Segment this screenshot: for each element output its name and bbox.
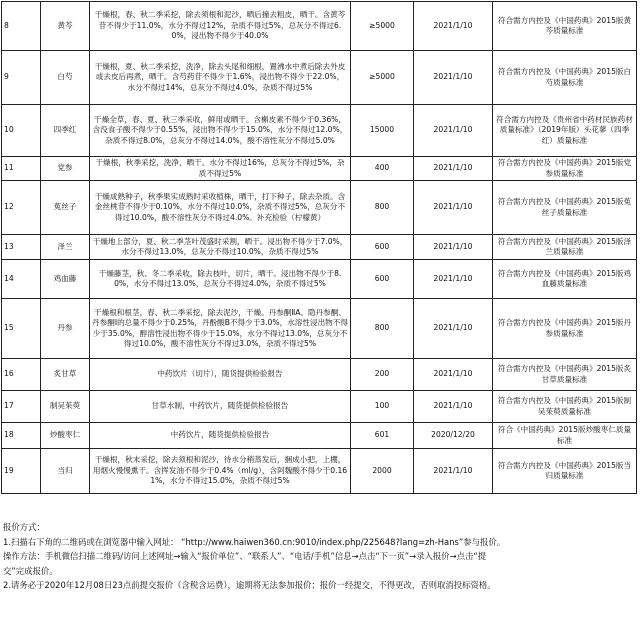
herb-name: 四季红 [41, 105, 90, 157]
specification: 干燥根，夏、秋二季采挖，洗净，除去头尾和细根，置沸水中煮后除去外皮或去皮后再煮，晒干。含芍药苷不得少于1.6%，浸出物不得少于22.0%，水分不得过14%，总灰分不得过4.0%，杂质不得过5% [90, 51, 351, 105]
delivery-date: 2021/1/10 [414, 449, 493, 494]
table-row [2, 2, 637, 51]
row-number: 11 [2, 157, 41, 181]
delivery-date: 2021/1/10 [414, 391, 493, 423]
table-row [2, 181, 637, 235]
specification: 干燥根和根茎，春、秋二季采挖，除去泥沙，干燥。丹参酮ⅡA、隐丹参酮、丹参酮Ⅰ的总量不得少于0.25%，丹酚酸B不得少于3.0%，水溶性浸出物不得少于35.0%，醇溶性浸出物不得少于15.0%，水分不得过13.0%，总灰分不得过10.0%，酸不溶性灰分不得过3.0%，杂质不得过5% [90, 299, 351, 359]
table-row [2, 391, 637, 423]
herb-name: 泽兰 [41, 235, 90, 260]
specification: 干燥根，春、秋二季采挖，除去须根和泥沙，晒后撞去粗皮，晒干。含黄芩苷不得少于11.0%，水分不得过12%，杂质不得过5%，总灰分不得过6.0%，浸出物不得少于40.0% [90, 2, 351, 51]
specification: 干燥根，秋末采挖，除去须根和泥沙，待水分稍蒸发后，捆成小把，上棚，用烟火慢慢熏干。含挥发油不得少于0.4%（ml/g），含阿魏酸不得少于0.161%，水分不得过15.0%，杂质不得过5% [90, 449, 351, 494]
table-row [2, 299, 637, 359]
quality-standard: 符合需方内控及《中国药典》2015版黄芩质量标准 [493, 2, 637, 51]
table-row [2, 359, 637, 391]
delivery-date: 2021/1/10 [414, 51, 493, 105]
quantity: 200 [351, 359, 414, 391]
table-row [2, 105, 637, 157]
quantity: 800 [351, 181, 414, 235]
herb-name: 丹参 [41, 299, 90, 359]
specification: 干燥根，秋季采挖，洗净，晒干。水分不得过16%，总灰分不得过5%，杂质不得过5% [90, 157, 351, 181]
row-number: 8 [2, 2, 41, 51]
quantity: 2000 [351, 449, 414, 494]
quality-standard: 符合需方内控及《中国药典》2015版鸡血藤质量标准 [493, 260, 637, 299]
row-number: 15 [2, 299, 41, 359]
row-number: 17 [2, 391, 41, 423]
row-number: 14 [2, 260, 41, 299]
table-row [2, 235, 637, 260]
table-row [2, 449, 637, 494]
row-number: 19 [2, 449, 41, 494]
quantity: 600 [351, 260, 414, 299]
delivery-date: 2021/1/10 [414, 299, 493, 359]
row-number: 9 [2, 51, 41, 105]
delivery-date: 2021/1/10 [414, 359, 493, 391]
row-number: 12 [2, 181, 41, 235]
herb-name: 黄芩 [41, 2, 90, 51]
footer-line-3: 交”完成报价。 [3, 565, 58, 576]
footer-heading: 报价方式： [3, 522, 45, 532]
specification: 干燥藤茎，秋、冬二季采收，除去枝叶，切片，晒干。浸出物不得少于8.0%，水分不得过13.0%，总灰分不得过4.0%，杂质不得过5% [90, 260, 351, 299]
delivery-date: 2021/1/10 [414, 2, 493, 51]
herb-name: 炙甘草 [41, 359, 90, 391]
specification: 中药饮片，随货提供检验报告 [90, 423, 351, 449]
quantity: ≥5000 [351, 51, 414, 105]
row-number: 10 [2, 105, 41, 157]
quality-standard: 符合需方内控及《中国药典》2015版党参质量标准 [493, 157, 637, 181]
quality-standard: 符合需方内控及《中国药典》2015版制吴茱萸质量标准 [493, 391, 637, 423]
herb-name: 制吴茱萸 [41, 391, 90, 423]
table-row [2, 157, 637, 181]
quantity: ≥5000 [351, 2, 414, 51]
specification: 干燥全草，春、夏、秋三季采收，鲜用或晒干。含槲皮素不得少于0.36%，含没食子酸不得少于0.55%，浸出物不得少于15.0%，水分不得过12.0%，杂质不得过8.0%，总灰分不得过14.0%，酸不溶性灰分不得过5.0% [90, 105, 351, 157]
delivery-date: 2021/1/10 [414, 260, 493, 299]
footer-line-2: 操作方法：手机微信扫描二维码/访问上述网址→输入“报价单位”、“联系人”、“电话/手机”信息→点击“下一页”→录入报价→点击“提 [3, 551, 487, 562]
herb-name: 鸡血藤 [41, 260, 90, 299]
delivery-date: 2021/1/10 [414, 105, 493, 157]
specification: 干燥成熟种子，秋季果实成熟时采收植株，晒干，打下种子，除去杂质。含金丝桃苷不得少于0.10%，水分不得过10.0%，杂质不得过5%，总灰分不得过10.0%，酸不溶性灰分不得过4.0%。补充检验（柠檬黄） [90, 181, 351, 235]
specification: 甘草水制，中药饮片，随货提供检验报告 [90, 391, 351, 423]
delivery-date: 2021/1/10 [414, 235, 493, 260]
quality-standard: 符合需方内控及《中国药典》2015版泽兰质量标准 [493, 235, 637, 260]
quality-standard: 符合需方内控及《贵州省中药材民族药材质量标准》（2019年版）头花蓼（四季红）质量标准 [493, 105, 637, 157]
row-number: 16 [2, 359, 41, 391]
quantity: 100 [351, 391, 414, 423]
delivery-date: 2021/1/10 [414, 181, 493, 235]
quality-standard: 符合需方内控及《中国药典》2015版当归质量标准 [493, 449, 637, 494]
herb-name: 菟丝子 [41, 181, 90, 235]
quantity: 400 [351, 157, 414, 181]
table-row [2, 51, 637, 105]
quantity: 15000 [351, 105, 414, 157]
quote-instructions [3, 520, 637, 593]
quantity: 601 [351, 423, 414, 449]
row-number: 18 [2, 423, 41, 449]
delivery-date: 2020/12/20 [414, 423, 493, 449]
quality-standard: 符合《中国药典》2015版炒酸枣仁质量标准 [493, 423, 637, 449]
delivery-date: 2021/1/10 [414, 157, 493, 181]
specification: 中药饮片（切片），随货提供检验报告 [90, 359, 351, 391]
quality-standard: 符合需方内控及《中国药典》2015版炙甘草质量标准 [493, 359, 637, 391]
footer-line-4: 2.请务必于2020年12月08日23点前提交报价（含税含运费），逾期将无法参加报价；报价一经提交，不得更改，否则取消投标资格。 [3, 580, 496, 591]
herb-name: 党参 [41, 157, 90, 181]
herb-name: 炒酸枣仁 [41, 423, 90, 449]
quantity: 600 [351, 235, 414, 260]
quantity: 800 [351, 299, 414, 359]
quality-standard: 符合需方内控及《中国药典》2015版菟丝子质量标准 [493, 181, 637, 235]
quality-standard: 符合需方内控及《中国药典》2015版丹参质量标准 [493, 299, 637, 359]
herb-name: 当归 [41, 449, 90, 494]
footer-line-1: 1.扫描右下角的二维码或在浏览器中输入网址： “http://www.haiwen360.cn:9010/index.php/225648?lang=zh-Hans”参与报价。 [3, 536, 506, 547]
table-row [2, 260, 637, 299]
procurement-table [1, 1, 637, 494]
specification: 干燥地上部分，夏、秋二季茎叶茂盛时采割，晒干。浸出物不得少于7.0%，水分不得过13.0%，总灰分不得过10.0%，杂质不得过5% [90, 235, 351, 260]
quality-standard: 符合需方内控及《中国药典》2015版白芍质量标准 [493, 51, 637, 105]
herb-name: 白芍 [41, 51, 90, 105]
row-number: 13 [2, 235, 41, 260]
table-row [2, 423, 637, 449]
